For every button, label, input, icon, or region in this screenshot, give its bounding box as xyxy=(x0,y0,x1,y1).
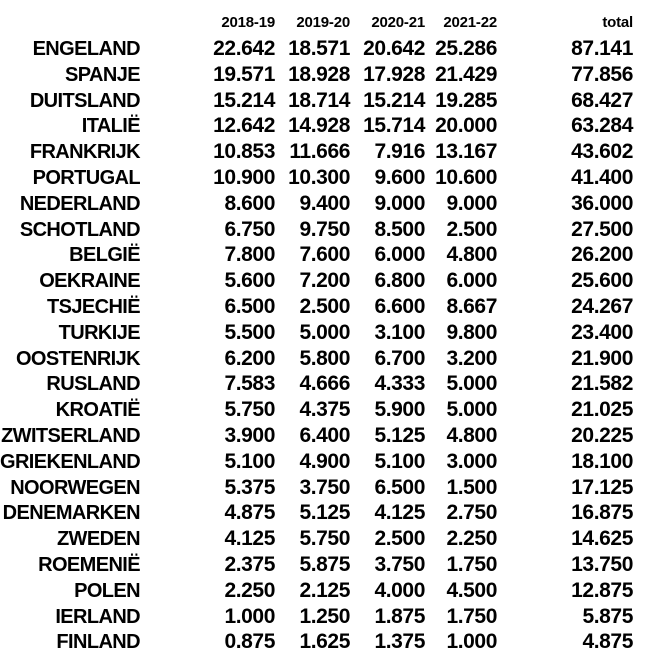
value-cell: 3.000 xyxy=(446,449,497,473)
value-cell: 7.583 xyxy=(224,372,275,396)
value-cell: 3.200 xyxy=(446,346,497,370)
value-cell: 7.600 xyxy=(299,243,350,267)
value-cell: 3.100 xyxy=(374,320,425,344)
value-cell: 4.800 xyxy=(446,423,497,447)
country-cell: KROATIË xyxy=(55,399,140,422)
value-cell: 15.214 xyxy=(363,88,425,112)
country-cell: SPANJE xyxy=(65,63,140,86)
value-cell: 5.800 xyxy=(299,346,350,370)
table-row xyxy=(0,217,633,243)
value-cell: 3.750 xyxy=(299,475,350,499)
value-cell: 5.000 xyxy=(446,398,497,422)
table-row xyxy=(0,191,633,217)
value-cell: 5.750 xyxy=(224,398,275,422)
value-cell: 6.800 xyxy=(374,269,425,293)
table-row xyxy=(0,88,633,114)
total-cell: 4.875 xyxy=(582,630,633,654)
table-row xyxy=(0,346,633,372)
value-cell: 5.875 xyxy=(299,552,350,576)
total-cell: 87.141 xyxy=(571,37,633,60)
country-cell: DUITSLAND xyxy=(29,89,140,112)
value-cell: 4.125 xyxy=(374,501,425,525)
value-cell: 6.600 xyxy=(374,294,425,318)
value-cell: 9.400 xyxy=(299,191,350,215)
value-cell: 10.853 xyxy=(213,140,275,164)
value-cell: 5.100 xyxy=(224,449,275,473)
table-row xyxy=(0,578,633,604)
table-row xyxy=(0,62,633,88)
value-cell: 2.500 xyxy=(446,217,497,241)
value-cell: 4.666 xyxy=(299,372,350,396)
value-cell: 1.000 xyxy=(224,604,275,628)
value-cell: 13.167 xyxy=(435,140,497,164)
column-header-season-2019-20: 2019-20 xyxy=(296,14,350,31)
total-cell: 26.200 xyxy=(571,243,633,267)
total-cell: 21.582 xyxy=(571,372,633,396)
value-cell: 5.000 xyxy=(299,320,350,344)
country-cell: PORTUGAL xyxy=(32,166,140,189)
value-cell: 2.250 xyxy=(446,527,497,551)
country-cell: SCHOTLAND xyxy=(19,218,140,241)
total-cell: 24.267 xyxy=(571,294,633,318)
table-row xyxy=(0,604,633,630)
table-row xyxy=(0,397,633,423)
table-row xyxy=(0,500,633,526)
value-cell: 9.600 xyxy=(374,165,425,189)
value-cell: 4.800 xyxy=(446,243,497,267)
value-cell: 2.375 xyxy=(224,552,275,576)
country-cell: TSJECHIË xyxy=(46,295,140,318)
total-cell: 25.600 xyxy=(571,269,633,293)
value-cell: 6.000 xyxy=(374,243,425,267)
value-cell: 2.500 xyxy=(374,527,425,551)
total-cell: 18.100 xyxy=(571,449,633,473)
table-row xyxy=(0,629,633,655)
total-cell: 36.000 xyxy=(571,191,633,215)
country-cell: POLEN xyxy=(74,579,140,602)
value-cell: 5.900 xyxy=(374,398,425,422)
value-cell: 18.714 xyxy=(288,88,350,112)
value-cell: 12.642 xyxy=(213,114,275,138)
table-row xyxy=(0,449,633,475)
value-cell: 6.000 xyxy=(446,269,497,293)
value-cell: 7.200 xyxy=(299,269,350,293)
country-cell: RUSLAND xyxy=(46,373,140,396)
value-cell: 20.000 xyxy=(435,114,497,138)
total-cell: 77.856 xyxy=(571,62,633,86)
total-cell: 13.750 xyxy=(571,552,633,576)
table-row xyxy=(0,113,633,139)
value-cell: 25.286 xyxy=(435,37,497,60)
column-header-total: total xyxy=(602,14,633,31)
value-cell: 19.571 xyxy=(213,62,275,86)
value-cell: 19.285 xyxy=(435,88,497,112)
table-row xyxy=(0,475,633,501)
value-cell: 15.214 xyxy=(213,88,275,112)
column-header-season-2020-21: 2020-21 xyxy=(371,14,425,31)
total-cell: 21.900 xyxy=(571,346,633,370)
table-row xyxy=(0,552,633,578)
table-row xyxy=(0,294,633,320)
total-cell: 41.400 xyxy=(571,165,633,189)
value-cell: 8.600 xyxy=(224,191,275,215)
country-cell: BELGIË xyxy=(69,244,140,267)
table-body xyxy=(0,36,633,655)
table-row xyxy=(0,320,633,346)
value-cell: 5.125 xyxy=(374,423,425,447)
country-cell: DENEMARKEN xyxy=(2,502,140,525)
total-cell: 20.225 xyxy=(571,423,633,447)
value-cell: 9.000 xyxy=(446,191,497,215)
total-cell: 23.400 xyxy=(571,320,633,344)
table-row xyxy=(0,36,633,62)
value-cell: 10.300 xyxy=(288,165,350,189)
country-cell: ROEMENIË xyxy=(38,553,140,576)
country-cell: NEDERLAND xyxy=(19,192,140,215)
value-cell: 1.875 xyxy=(374,604,425,628)
value-cell: 1.750 xyxy=(446,604,497,628)
country-cell: ITALIË xyxy=(81,115,140,138)
table-row xyxy=(0,526,633,552)
value-cell: 20.642 xyxy=(363,37,425,60)
value-cell: 2.125 xyxy=(299,578,350,602)
country-cell: IERLAND xyxy=(55,605,140,628)
value-cell: 5.100 xyxy=(374,449,425,473)
country-cell: ENGELAND xyxy=(32,38,140,60)
table-row xyxy=(0,371,633,397)
value-cell: 9.800 xyxy=(446,320,497,344)
value-cell: 4.500 xyxy=(446,578,497,602)
value-cell: 3.900 xyxy=(224,423,275,447)
value-cell: 1.375 xyxy=(374,630,425,654)
value-cell: 4.333 xyxy=(374,372,425,396)
value-cell: 7.800 xyxy=(224,243,275,267)
value-cell: 6.400 xyxy=(299,423,350,447)
value-cell: 10.900 xyxy=(213,165,275,189)
value-cell: 5.375 xyxy=(224,475,275,499)
total-cell: 43.602 xyxy=(571,140,633,164)
value-cell: 18.928 xyxy=(288,62,350,86)
value-cell: 21.429 xyxy=(435,62,497,86)
value-cell: 1.500 xyxy=(446,475,497,499)
value-cell: 1.250 xyxy=(299,604,350,628)
value-cell: 6.200 xyxy=(224,346,275,370)
value-cell: 1.750 xyxy=(446,552,497,576)
value-cell: 4.375 xyxy=(299,398,350,422)
value-cell: 4.875 xyxy=(224,501,275,525)
column-header-season-2021-22: 2021-22 xyxy=(443,14,497,31)
column-header-season-2018-19: 2018-19 xyxy=(221,14,275,31)
value-cell: 2.250 xyxy=(224,578,275,602)
value-cell: 3.750 xyxy=(374,552,425,576)
value-cell: 5.600 xyxy=(224,269,275,293)
value-cell: 17.928 xyxy=(363,62,425,86)
total-cell: 16.875 xyxy=(571,501,633,525)
value-cell: 22.642 xyxy=(213,37,275,60)
value-cell: 6.750 xyxy=(224,217,275,241)
total-cell: 5.875 xyxy=(582,604,633,628)
value-cell: 5.500 xyxy=(224,320,275,344)
value-cell: 5.000 xyxy=(446,372,497,396)
value-cell: 14.928 xyxy=(288,114,350,138)
table-row xyxy=(0,423,633,449)
table-row xyxy=(0,139,633,165)
total-cell: 21.025 xyxy=(571,398,633,422)
value-cell: 2.750 xyxy=(446,501,497,525)
value-cell: 4.125 xyxy=(224,527,275,551)
value-cell: 7.916 xyxy=(374,140,425,164)
total-cell: 14.625 xyxy=(571,527,633,551)
total-cell: 68.427 xyxy=(571,88,633,112)
value-cell: 5.125 xyxy=(299,501,350,525)
value-cell: 8.500 xyxy=(374,217,425,241)
country-cell: GRIEKENLAND xyxy=(0,450,141,473)
country-cell: ZWEDEN xyxy=(56,528,140,551)
country-cell: FRANKRIJK xyxy=(29,141,140,164)
header-row xyxy=(0,10,633,36)
value-cell: 1.000 xyxy=(446,630,497,654)
value-cell: 2.500 xyxy=(299,294,350,318)
value-cell: 9.000 xyxy=(374,191,425,215)
value-cell: 0.875 xyxy=(224,630,275,654)
table-row xyxy=(0,268,633,294)
total-cell: 17.125 xyxy=(571,475,633,499)
value-cell: 9.750 xyxy=(299,217,350,241)
value-cell: 1.625 xyxy=(299,630,350,654)
country-cell: TURKIJE xyxy=(58,321,140,344)
value-cell: 6.500 xyxy=(224,294,275,318)
table-row xyxy=(0,242,633,268)
value-cell: 10.600 xyxy=(435,165,497,189)
country-cell: FINLAND xyxy=(56,631,140,654)
country-cell: NOORWEGEN xyxy=(10,476,140,499)
value-cell: 6.700 xyxy=(374,346,425,370)
value-cell: 11.666 xyxy=(289,140,350,164)
total-cell: 63.284 xyxy=(571,114,633,138)
country-cell: OEKRAINE xyxy=(39,270,140,293)
value-cell: 5.750 xyxy=(299,527,350,551)
value-cell: 18.571 xyxy=(288,37,350,60)
table-row xyxy=(0,165,633,191)
value-cell: 4.000 xyxy=(374,578,425,602)
country-cell: OOSTENRIJK xyxy=(15,347,140,370)
value-cell: 15.714 xyxy=(363,114,425,138)
value-cell: 4.900 xyxy=(299,449,350,473)
value-cell: 8.667 xyxy=(446,294,497,318)
country-cell: ZWITSERLAND xyxy=(1,424,140,447)
total-cell: 12.875 xyxy=(571,578,633,602)
value-cell: 6.500 xyxy=(374,475,425,499)
total-cell: 27.500 xyxy=(571,217,633,241)
